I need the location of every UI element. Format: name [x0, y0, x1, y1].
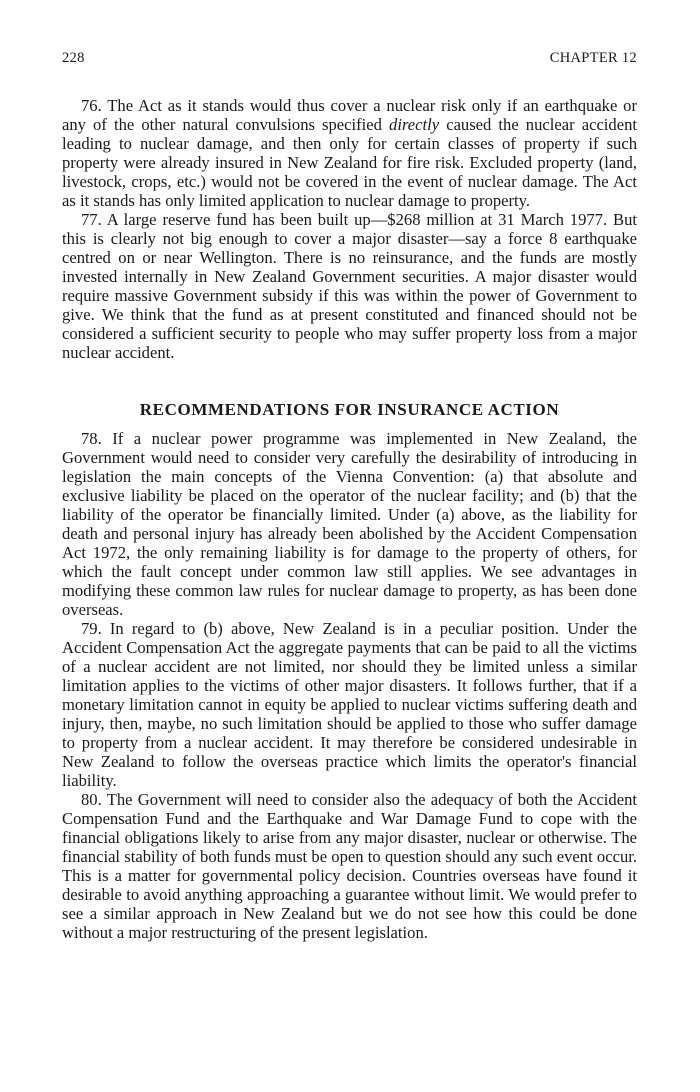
chapter-label: CHAPTER 12	[549, 50, 637, 66]
body-text	[62, 96, 637, 942]
emphasis-directly: directly	[389, 115, 440, 134]
paragraph-80: 80. The Government will need to consider also the adequacy of both the Accident Compensation Fund and the Earthquake and War Damage Fund to cope with the financial obligations likely to arise from any major disaster, nuclear or otherwise. The financial stability of both funds must be open to question should any such event occur. This is a matter for governmental policy decision. Countries overseas have found it desirable to avoid anything approaching a guarantee without limit. We would prefer to see a similar approach in New Zealand but we do not see how this could be done without a major restructuring of the present legislation.	[62, 790, 637, 942]
page-number: 228	[62, 50, 85, 66]
paragraph-76: 76. The Act as it stands would thus cover a nuclear risk only if an earthquake or any of the other natural convulsions specified directly caused the nuclear accident leading to nuclear damage, and then only for certain classes of property if such property were already insured in New Zealand for fire risk. Excluded property (land, livestock, crops, etc.) would not be covered in the event of nuclear damage. The Act as it stands has only limited application to nuclear damage to property.	[62, 96, 637, 210]
section-heading: RECOMMENDATIONS FOR INSURANCE ACTION	[139, 400, 560, 419]
paragraph-77: 77. A large reserve fund has been built up—$268 million at 31 March 1977. But this is clearly not big enough to cover a major disaster—say a force 8 earthquake centred on or near Wellington. There is no reinsurance, and the funds are mostly invested internally in New Zealand Government securities. A major disaster would require massive Government subsidy if this was within the power of Government to give. We think that the fund as at present constituted and financed should not be considered a sufficient security to people who may suffer property loss from a major nuclear accident.	[62, 210, 637, 362]
paragraph-78: 78. If a nuclear power programme was implemented in New Zealand, the Government would need to consider very carefully the desirability of introducing in legislation the main concepts of the Vienna Convention: (a) that absolute and exclusive liability be placed on the operator of the nuclear facility; and (b) that the liability of the operator be financially limited. Under (a) above, as the liability for death and personal injury has already been abolished by the Accident Compensation Act 1972, the only remaining liability is for damage to the property of others, for which the fault concept under common law still applies. We see advantages in modifying these common law rules for nuclear damage to property, as has been done overseas.	[62, 429, 637, 619]
paragraph-79: 79. In regard to (b) above, New Zealand is in a peculiar position. Under the Accident Compensation Act the aggregate payments that can be paid to all the victims of a nuclear accident are not limited, nor should they be limited unless a similar limitation applies to the victims of other major disasters. It follows further, that if a monetary limitation cannot in equity be applied to nuclear victims suffering death and injury, then, maybe, no such limitation should be applied to those who suffer damage to property from a nuclear accident. It may therefore be considered undesirable in New Zealand to follow the overseas practice which limits the operator's financial liability.	[62, 619, 637, 790]
